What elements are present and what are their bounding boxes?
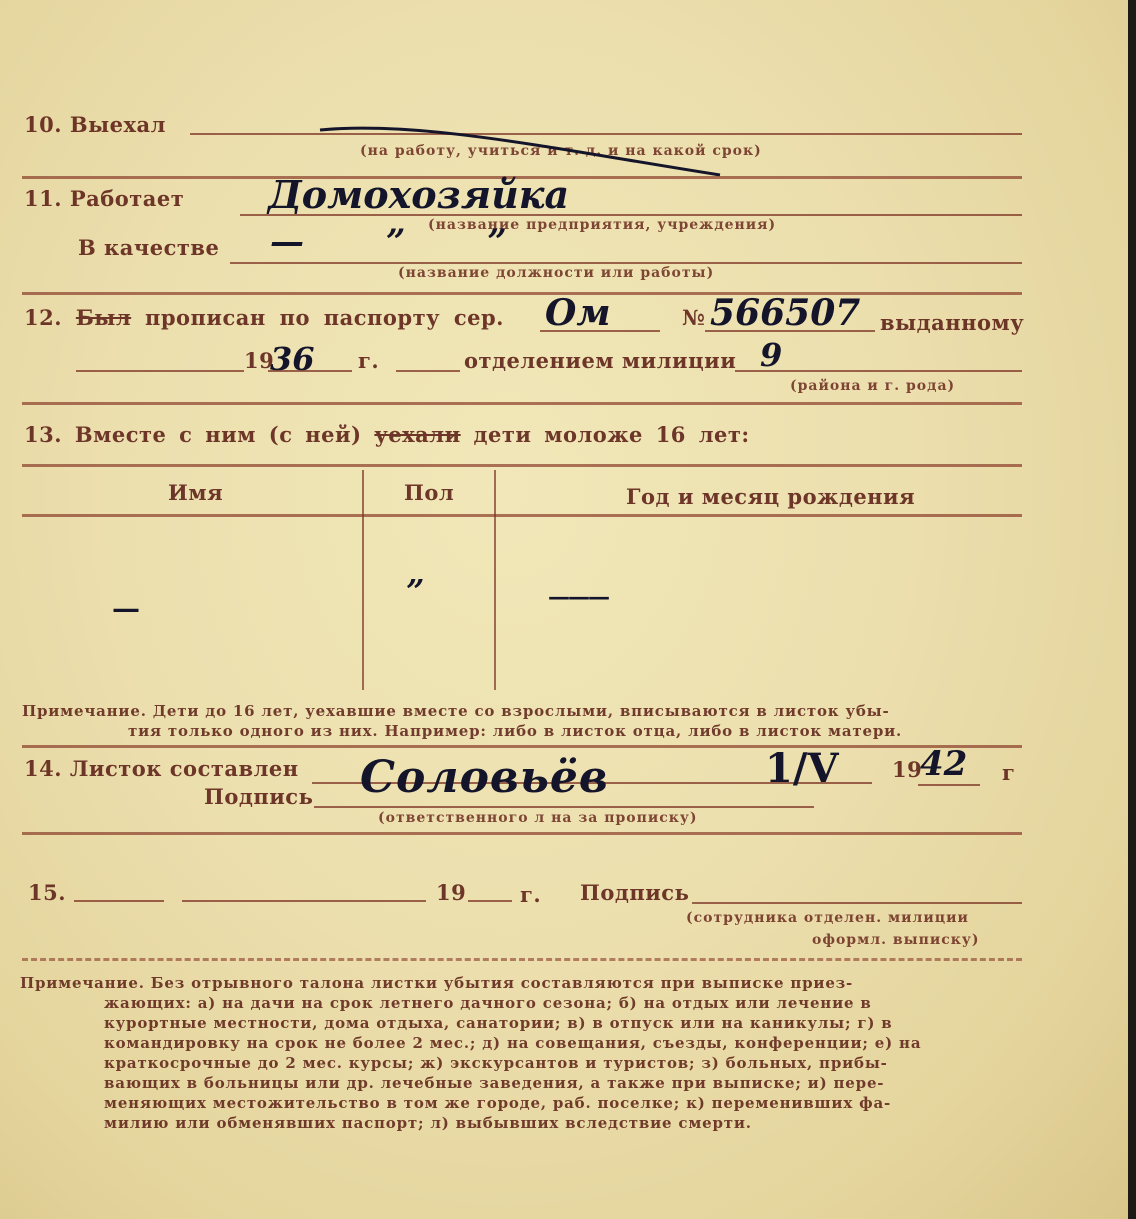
note-2-line-8: милию или обменявших паспорт; л) выбывших вследствие смерти. <box>104 1114 752 1132</box>
field-13-struck: уехали <box>374 422 461 447</box>
field-12-dept-value: 9 <box>760 336 783 374</box>
column-header-name: Имя <box>168 480 224 505</box>
field-14-year-line <box>918 784 980 786</box>
field-15-year-line <box>468 900 512 902</box>
note-2-line-2: жающих: а) на дачи на срок летнего дачного сезона; б) на отдых или лечение в <box>104 994 872 1012</box>
field-12-year-prefix: 19 <box>244 348 275 373</box>
note-2-line-5: краткосрочные до 2 мес. курсы; ж) экскурсантов и туристов; з) больных, прибы- <box>104 1054 888 1072</box>
field-11-label: 11. Работает <box>24 186 185 211</box>
divider-14 <box>22 832 1022 835</box>
column-header-birth: Год и месяц рождения <box>626 484 916 509</box>
field-12-date-line <box>76 370 244 372</box>
column-header-sex: Пол <box>404 480 455 505</box>
field-15-hint-2: оформл. выписку) <box>812 932 980 948</box>
field-12-year-suffix: 36 <box>270 340 315 378</box>
field-12-number: 566507 <box>710 292 861 334</box>
field-14-year-prefix: 19 <box>892 757 923 782</box>
field-15-hint-1: (сотрудника отделен. милиции <box>686 910 969 926</box>
note-2-line-3: курортные местности, дома отдыха, санатории; в) в отпуск или на каникулы; г) в <box>104 1014 893 1032</box>
field-13-label <box>24 422 750 447</box>
table-cell-birth: ——— <box>548 584 608 610</box>
field-14-value: 1/V <box>765 745 839 792</box>
field-11-role-hint: (название должности или работы) <box>398 265 715 281</box>
table-top-border <box>22 464 1022 467</box>
note-2-line-6: вающих в больницы или др. лечебные заведения, а также при выписке; и) пере- <box>104 1074 885 1092</box>
field-15-year-unit: г. <box>520 882 542 907</box>
field-12-series-line <box>540 330 660 332</box>
field-12-struck: Был <box>75 305 132 330</box>
table-cell-name: — <box>112 592 160 625</box>
divider-12 <box>22 402 1022 405</box>
field-14-sign-label: Подпись <box>204 784 314 809</box>
divider-15 <box>22 958 1022 961</box>
field-14-hint: (ответственного л на за прописку) <box>378 810 698 826</box>
field-12-dept-hint: (района и г. рода) <box>790 378 956 394</box>
divider-13 <box>22 745 1022 748</box>
field-12-number-line <box>705 330 875 332</box>
divider-11 <box>22 292 1022 295</box>
table-col-divider-2 <box>494 470 496 690</box>
field-15-year-prefix: 19 <box>436 880 467 905</box>
field-13-label-b: дети моложе 16 лет: <box>473 422 750 447</box>
field-12-dept-line <box>735 370 1022 372</box>
field-14-year-unit: г <box>1002 760 1016 785</box>
field-12-year-line <box>268 370 352 372</box>
note-2-line-1: Примечание. Без отрывного талона листки убытия составляются при выписке приез- <box>20 974 854 992</box>
note-2-line-7: меняющих местожительство в том же городе, раб. поселке; к) переменивших фа- <box>104 1094 891 1112</box>
scan-edge-shadow <box>1128 0 1136 1219</box>
note-2-line-4: командировку на срок не более 2 мес.; д) на совещания, съезды, конференции; е) на <box>104 1034 922 1052</box>
field-11-value: Домохозяйка <box>268 172 570 217</box>
field-14-label: 14. Листок составлен <box>24 756 299 781</box>
field-11-role-line <box>230 262 1022 264</box>
field-13-label-a: 13. Вместе с ним (с ней) <box>24 422 362 447</box>
field-15-label: 15. <box>28 880 67 905</box>
field-15-day-line <box>74 900 164 902</box>
field-12-label: 12. Был прописан по паспорту сер. <box>24 305 504 330</box>
field-14-sign-line <box>314 806 814 808</box>
field-14-year-suffix: 42 <box>920 744 968 784</box>
field-12-year-unit: г. <box>358 348 380 373</box>
field-12-issued-label: выданному <box>880 310 1025 335</box>
table-cell-sex: ” <box>406 572 425 610</box>
field-15-sign-line <box>692 902 1022 904</box>
field-15-month-line <box>182 900 426 902</box>
table-col-divider-1 <box>362 470 364 690</box>
note-1-line-1: Примечание. Дети до 16 лет, уехавшие вместе со взрослыми, вписываются в листок убы- <box>22 702 890 720</box>
field-11-role-label: В качестве <box>78 235 220 260</box>
field-15-sign-label: Подпись <box>580 880 690 905</box>
field-12-series: Ом <box>545 292 611 334</box>
field-11-line <box>240 214 1022 216</box>
field-11-role-value: — ” ” <box>270 222 507 262</box>
field-12-number-label: № <box>682 305 706 330</box>
field-12-label-rest: прописан по паспорту сер. <box>144 305 504 330</box>
field-14-signature: Соловьёв <box>360 752 609 803</box>
note-1-line-2: тия только одного из них. Например: либо в листок отца, либо в листок матери. <box>128 722 903 740</box>
field-10-hint: (на работу, учиться и т. д. и на какой срок) <box>360 143 762 159</box>
field-12-gap-line <box>396 370 460 372</box>
field-10-label: 10. Выехал <box>24 112 166 137</box>
field-11-hint: (название предприятия, учреждения) <box>428 217 777 233</box>
table-header-border <box>22 514 1022 517</box>
field-12-dept-label: отделением милиции <box>464 348 737 373</box>
